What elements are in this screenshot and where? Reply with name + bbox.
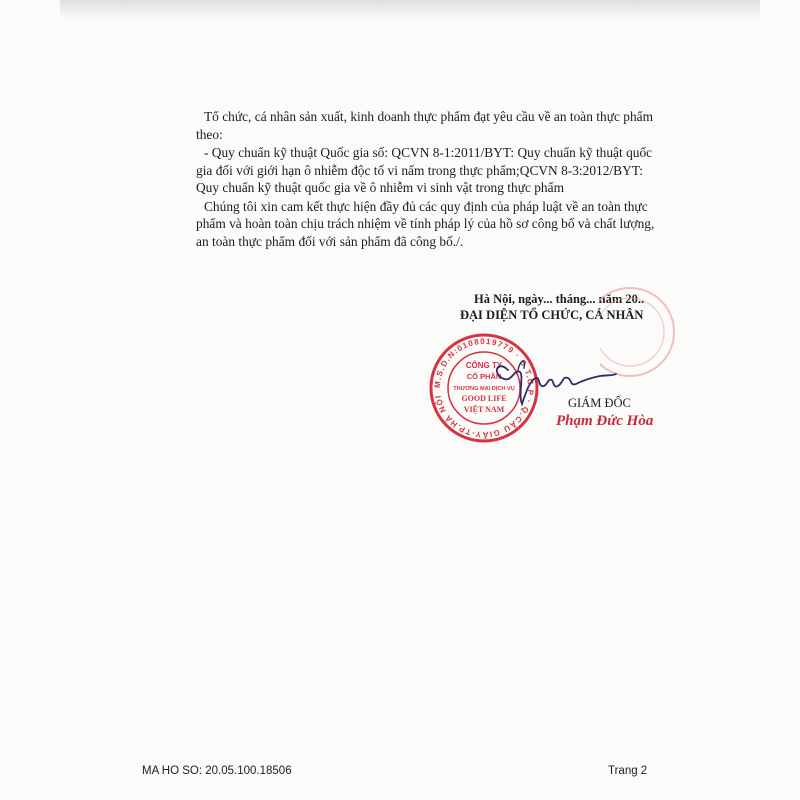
commitment-paragraph: Chúng tôi xin cam kết thực hiện đầy đủ các quy định của pháp luật về an toàn thực phẩm và hoàn toàn chịu trách nhiệm về tính pháp lý của hồ sơ công bố và chất lượng, an toàn thực phẩm đối với sản phẩm đã công bố./.: [196, 198, 655, 249]
intro-paragraph: Tổ chức, cá nhân sản xuất, kinh doanh thực phẩm đạt yêu cầu về an toàn thực phẩm theo:: [196, 109, 654, 142]
document-body: [196, 108, 662, 250]
director-name: Phạm Đức Hòa: [556, 413, 654, 429]
seal-ring-text: M.S.D.N:0108019779 · C.T.C.P · Q.CẦU GIẤY-TP.HÀ NỘI: [432, 336, 536, 440]
seal-line: CÔNG TY: [465, 361, 503, 370]
page-number: Trang 2: [608, 765, 648, 777]
file-code: MA HO SO: 20.05.100.18506: [142, 765, 292, 777]
regulation-item: - Quy chuẩn kỹ thuật Quốc gia số: QCVN 8-1:2011/BYT: Quy chuẩn kỹ thuật quốc gia đối với giới hạn ô nhiễm độc tố vi nấm trong thực phẩm;QCVN 8-3:2012/BYT: Quy chuẩn kỹ thuật quốc gia về ô nhiễm vi sinh vật trong thực phẩm: [196, 145, 653, 195]
seal-line: THƯƠNG MẠI DỊCH VỤ: [453, 386, 515, 392]
seal-line: VIỆT NAM: [463, 405, 505, 414]
director-title: GIÁM ĐỐC: [568, 396, 631, 410]
seal-line: CỔ PHẦN: [466, 372, 502, 381]
seal-line: GOOD LIFE: [461, 394, 507, 403]
place-date-line: Hà Nội, ngày... tháng... năm 20..: [474, 292, 645, 306]
previous-page-bleed: [60, 0, 760, 20]
representative-heading: ĐẠI DIỆN TỔ CHỨC, CÁ NHÂN: [460, 308, 644, 322]
